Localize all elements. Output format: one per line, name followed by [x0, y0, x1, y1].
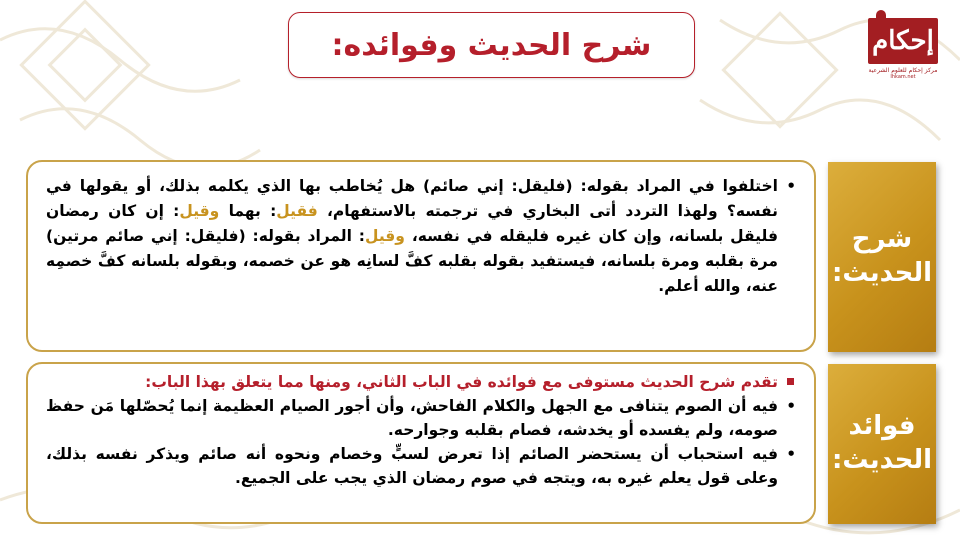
square-bullet-icon: [787, 378, 794, 385]
benefits-intro-text: تقدم شرح الحديث مستوفى مع فوائده في الباب الثاني، ومنها مما يتعلق بهذا الباب:: [145, 373, 778, 391]
benefits-label: فوائد الحديث:: [828, 364, 936, 524]
explanation-label: شرح الحديث:: [828, 162, 936, 352]
logo-subtitle: مركز إحكام للعلوم الشرعية: [868, 67, 938, 74]
bullet-icon: •: [786, 397, 796, 415]
benefits-box: [26, 362, 816, 524]
explanation-box: [26, 160, 816, 352]
title-box: [288, 12, 695, 78]
benefit-item-text: فيه استحباب أن يستحضر الصائم إذا تعرض لسبٍّ وخصام ونحوه أنه صائم ويذكر نفسه بذلك، وعلى قول يعلم غيره به، ويتجه في صوم رمضان الذي يجب على الجميع.: [46, 445, 778, 487]
explanation-seg-0: اختلفوا في المراد بقوله: (فليقل: إني صائم) هل يُخاطب بها الذي يكلمه بذلك، أو يقولها في نفسه؟ ولهذا التردد أتى البخاري في ترجمته بالاستفهام،: [46, 177, 778, 220]
benefits-intro: [46, 370, 796, 394]
explanation-seg-4: : إن كان رمضان فليقل بلسانه، وإن كان غيره فليقله في نفسه،: [46, 202, 778, 245]
explanation-seg-2: : بهما: [219, 202, 277, 220]
explanation-seg-6: : المراد بقوله: (فليقل: إني صائم مرتين) مرة بقلبه ومرة بلسانه، فيستفيد بقوله بقلبه كفَّ لسانِه هو عن خصمه، وبقوله بلسانه كفَّ خصمِه عنه، والله أعلم.: [46, 227, 778, 295]
benefit-item-text: فيه أن الصوم يتنافى مع الجهل والكلام الفاحش، وأن أجور الصيام العظيمة إنما يُحصّلها مَن حفظ صومه، ولم يفسده أو يخدشه، فصام بقلبه وجوارحه.: [46, 397, 778, 439]
bullet-icon: •: [786, 177, 796, 195]
explanation-seg-3: وقيل: [179, 202, 220, 220]
logo-subline: Ihkam.net: [890, 74, 916, 80]
explanation-seg-5: وقيل: [365, 227, 405, 245]
logo-mark: إحكام: [868, 18, 938, 64]
benefit-item: [46, 442, 796, 490]
page-title: شرح الحديث وفوائده:: [331, 27, 652, 63]
explanation-seg-1: فقيل: [276, 202, 318, 220]
logo: [866, 18, 940, 90]
explanation-paragraph: [46, 174, 796, 299]
bullet-icon: •: [786, 445, 796, 463]
benefit-item: [46, 394, 796, 442]
